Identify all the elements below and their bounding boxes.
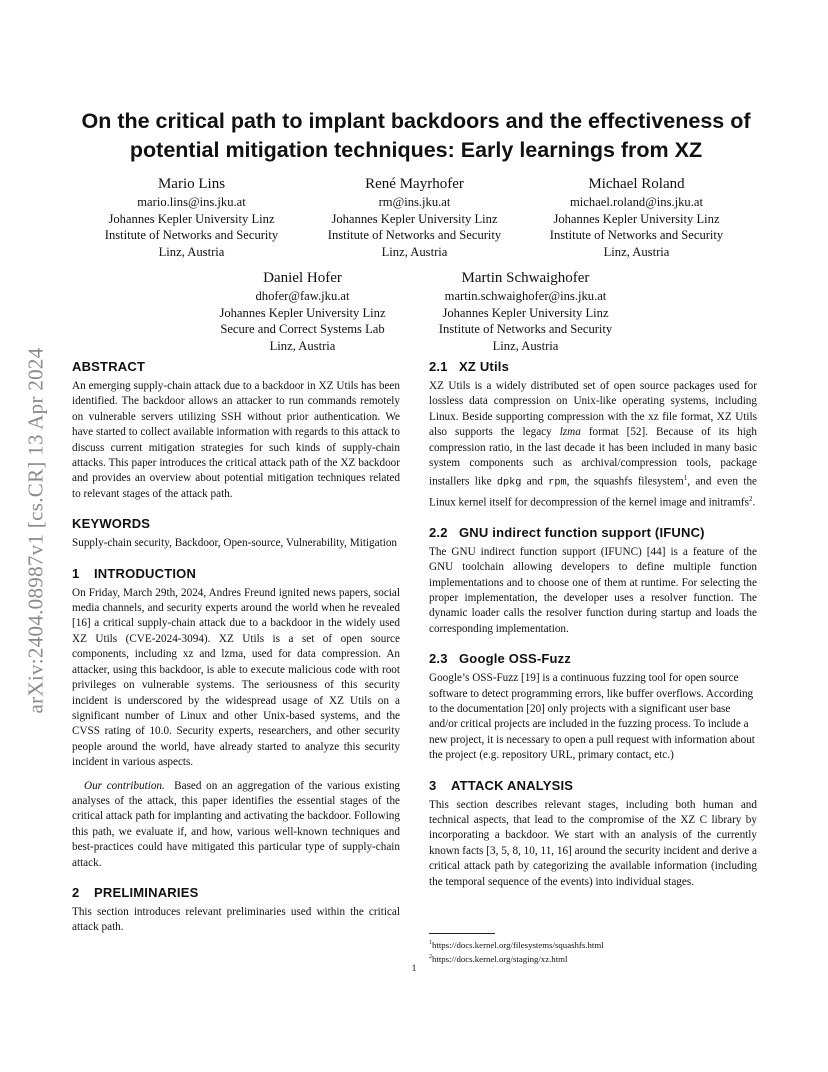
paragraph: Google’s OSS-Fuzz [19] is a continuous fuzzing tool for open source software to detect programming errors, like buffer overflows. According to the documentation [20] only projects with a significant user base and/or critical projects are included in the fuzzing process. To include a new project, it is necessary to open a pull request with information about the project (e.g. repository URL, primary contact, etc.)	[429, 672, 755, 762]
section-title: Google OSS-Fuzz	[459, 651, 572, 667]
paragraph	[429, 379, 757, 511]
subsection-heading	[429, 651, 757, 667]
section-title: PRELIMINARIES	[94, 884, 199, 900]
section-number: 2.2	[429, 524, 448, 540]
paragraph-lead: Our contribution.	[84, 779, 165, 792]
ifunc-section	[429, 525, 757, 637]
author-location: Linz, Austria	[381, 244, 448, 259]
section-number: 2	[72, 884, 80, 900]
paragraph: The GNU indirect function support (IFUNC) [44] is a feature of the GNU toolchain allowing developers to define multiple function implementations and to choose one of them at runtime. For selecting the proper implementation, the developer uses a resolver function. The dynamic loader calls the resolver function during startup and loads the corresponding implementation.	[429, 545, 757, 635]
left-column	[72, 359, 400, 950]
text-run: .	[752, 496, 756, 509]
ossfuzz-section	[429, 651, 757, 763]
section-heading: KEYWORDS	[72, 516, 151, 532]
author-block	[529, 175, 744, 260]
arxiv-id: arXiv:2404.08987v1 [cs.CR] 13 Apr 2024	[23, 346, 48, 714]
section-title: XZ Utils	[459, 359, 509, 374]
paragraph: On Friday, March 29th, 2024, Andres Freund ignited news papers, social media channels, and security experts around the world when he revealed [16] a critical supply-chain attack due to a backdoor in the widely used XZ Utils (CVE-2024-3094). XZ Utils is a set of open source components, including xz and lzma, used for data compression. An attacker, using this backdoor, is able to execute malicious code with root privileges on vulnerable systems. The seriousness of this security incident is underscored by the widespread usage of XZ Utils on a significant number of Linux and other Unix-based systems, and the CVSS rating of 10.0. Security experts, researchers, and other security people around the world, have already started to analyze this security incident in various aspects.	[72, 586, 400, 769]
paper-title: On the critical path to implant backdoors and the effectiveness of potential mitigation techniques: Early learnings from XZ	[81, 109, 751, 162]
author-block	[195, 269, 410, 354]
footnote-rule	[429, 933, 495, 934]
xzutils-section	[429, 359, 757, 511]
paragraph: This section describes relevant stages, including both human and technical aspects, that lead to the compromise of the XZ C library by incorporating a backdoor. We start with an analysis of the currently known facts [3, 5, 8, 10, 11, 16] around the security incident and derive a critical attack path by categorizing the available information (including the temporal sequence of the events) into individual stages.	[429, 798, 757, 888]
text-run: format [52]. Because of its high compression ratio, in the last decade it has been included in many basic system components such as archival/compression tools, package installers like	[429, 426, 757, 489]
abstract-text: An emerging supply-chain attack due to a backdoor in XZ Utils has been identified. The backdoor allows an attacker to run commands remotely on vulnerable servers utilizing SSH without prior authentication. We have started to collect available information with regards to this attack to discuss current mitigation strategies for such kinds of supply-chain attacks. This paper introduces the critical attack path of the XZ backdoor and provides an overview about potential mitigation techniques related to relevant stages of the attack path.	[72, 380, 400, 500]
author-affiliation: Johannes Kepler University Linz	[331, 211, 498, 226]
author-affiliation: Johannes Kepler University Linz	[219, 305, 386, 320]
author-institute: Secure and Correct Systems Lab	[220, 322, 385, 336]
attack-section	[429, 778, 757, 890]
author-affiliation: Johannes Kepler University Linz	[553, 211, 720, 226]
introduction-section	[72, 566, 400, 871]
author-institute: Institute of Networks and Security	[438, 322, 613, 336]
author-name: Daniel Hofer	[263, 270, 342, 286]
author-name: Michael Roland	[588, 176, 685, 192]
section-title: INTRODUCTION	[94, 565, 197, 581]
text-run: lzma	[559, 426, 581, 439]
paragraph	[72, 779, 400, 871]
section-title: GNU indirect function support (IFUNC)	[459, 524, 705, 540]
subsection-heading	[429, 359, 757, 375]
author-email: michael.roland@ins.jku.at	[570, 195, 703, 209]
section-heading: ABSTRACT	[72, 359, 146, 374]
section-title: ATTACK ANALYSIS	[451, 777, 574, 793]
author-affiliation: Johannes Kepler University Linz	[108, 211, 275, 226]
page-number: 1	[411, 964, 417, 974]
author-email: rm@ins.jku.at	[378, 195, 451, 209]
footnote-mark: 2	[429, 953, 432, 960]
author-institute: Institute of Networks and Security	[104, 228, 279, 242]
author-location: Linz, Austria	[158, 244, 225, 259]
author-block	[418, 269, 633, 354]
author-name: Martin Schwaighofer	[461, 270, 590, 286]
footnote-ref: 1	[683, 474, 688, 483]
author-name: Mario Lins	[157, 176, 226, 192]
author-institute: Institute of Networks and Security	[327, 228, 502, 242]
section-heading	[72, 566, 400, 582]
code-text: dpkg	[496, 478, 522, 490]
footnote-link[interactable]: https://docs.kernel.org/filesystems/squashfs.html	[432, 939, 604, 950]
text-run: , the squashfs filesystem	[566, 476, 684, 489]
author-location: Linz, Austria	[269, 338, 336, 353]
author-email: dhofer@faw.jku.at	[255, 289, 350, 303]
author-email: mario.lins@ins.jku.at	[137, 195, 246, 209]
section-number: 2.3	[429, 651, 448, 667]
footnote	[429, 937, 757, 951]
section-number: 1	[72, 565, 80, 581]
footnote	[429, 951, 757, 965]
text-run: XZ Utils is a widely distributed set of open source packages used for lossless data compression on Unix-like operating systems, including Linux. Beside supporting compression with the xz file format, XZ Utils also supports the legacy	[429, 380, 757, 439]
footnote-link[interactable]: https://docs.kernel.org/staging/xz.html	[432, 953, 568, 964]
author-institute: Institute of Networks and Security	[549, 228, 724, 242]
section-number: 3	[429, 777, 437, 793]
keywords-section	[72, 516, 400, 551]
text-run: and	[521, 476, 549, 489]
text-run: , and even the Linux kernel itself for decompression of the kernel image and initramfs	[429, 476, 758, 509]
author-block	[307, 175, 522, 260]
author-location: Linz, Austria	[603, 244, 670, 259]
right-column	[429, 359, 757, 904]
keywords-text: Supply-chain security, Backdoor, Open-source, Vulnerability, Mitigation	[72, 537, 398, 550]
footnotes	[429, 933, 757, 965]
abstract-section	[72, 359, 400, 502]
author-email: martin.schwaighofer@ins.jku.at	[444, 289, 607, 303]
arxiv-stamp	[22, 285, 50, 775]
author-affiliation: Johannes Kepler University Linz	[442, 305, 609, 320]
section-heading	[429, 778, 757, 794]
subsection-heading	[429, 525, 757, 541]
section-number: 2.1	[429, 359, 448, 374]
author-block	[84, 175, 299, 260]
paragraph: This section introduces relevant preliminaries used within the critical attack path.	[72, 905, 400, 934]
author-location: Linz, Austria	[492, 338, 559, 353]
footnote-mark: 1	[429, 940, 432, 946]
section-heading	[72, 885, 400, 901]
code-text: rpm	[548, 478, 567, 490]
preliminaries-section	[72, 885, 400, 936]
paragraph-text: Based on an aggregation of the various existing analyses of the attack, this paper identifies the essential stages of the critical attack path for implanting and activating the backdoor. Following this path, we evaluate if, and how, various well-known techniques and best-practices could have mitigated this particular type of supply-chain attack.	[72, 779, 401, 869]
footnote-ref: 2	[749, 494, 753, 503]
author-name: René Mayrhofer	[365, 176, 464, 192]
